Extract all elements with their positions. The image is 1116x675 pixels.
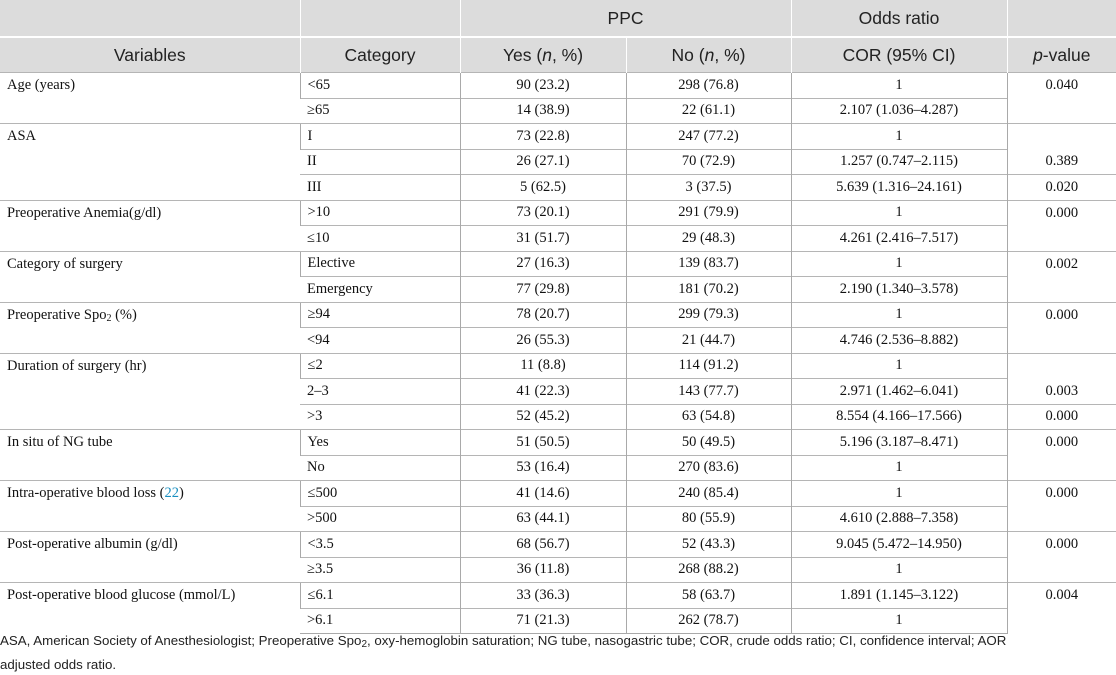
table-row	[0, 481, 1116, 507]
cor-cell: 4.746 (2.536–8.882)	[791, 328, 1007, 354]
no-cell: 22 (61.1)	[626, 98, 791, 124]
table-row	[0, 532, 1116, 558]
category-cell: ≤2	[300, 353, 460, 379]
p-value-cell	[1007, 124, 1116, 150]
category-cell: ≥94	[300, 302, 460, 328]
header-empty	[1007, 0, 1116, 37]
variable-cell: Duration of surgery (hr)	[0, 353, 300, 430]
category-cell: ≥65	[300, 98, 460, 124]
p-value-cell	[1007, 353, 1116, 379]
yes-cell: 41 (14.6)	[460, 481, 626, 507]
no-cell: 52 (43.3)	[626, 532, 791, 558]
category-cell: <3.5	[300, 532, 460, 558]
p-value-cell: 0.000	[1007, 404, 1116, 430]
variable-cell: Category of surgery	[0, 251, 300, 302]
yes-cell: 53 (16.4)	[460, 455, 626, 481]
table-row	[0, 353, 1116, 379]
table-row	[0, 73, 1116, 99]
yes-cell: 27 (16.3)	[460, 251, 626, 277]
no-cell: 247 (77.2)	[626, 124, 791, 150]
cor-cell: 4.610 (2.888–7.358)	[791, 506, 1007, 532]
p-value-cell: 0.004	[1007, 583, 1116, 634]
cor-cell: 2.971 (1.462–6.041)	[791, 379, 1007, 405]
yes-cell: 14 (38.9)	[460, 98, 626, 124]
no-cell: 139 (83.7)	[626, 251, 791, 277]
no-cell: 299 (79.3)	[626, 302, 791, 328]
reference-link[interactable]: 22	[164, 485, 179, 501]
cor-cell: 1	[791, 302, 1007, 328]
header-odds-ratio: Odds ratio	[791, 0, 1007, 37]
no-cell: 58 (63.7)	[626, 583, 791, 609]
p-value-cell: 0.389	[1007, 149, 1116, 175]
category-cell: Elective	[300, 251, 460, 277]
header-ppc: PPC	[460, 0, 791, 37]
header-category: Category	[300, 37, 460, 73]
cor-cell: 9.045 (5.472–14.950)	[791, 532, 1007, 558]
yes-cell: 90 (23.2)	[460, 73, 626, 99]
variable-cell: Preoperative Spo$_2$ (%)	[0, 302, 300, 353]
cor-cell: 1	[791, 200, 1007, 226]
header-no: No (n, %)	[626, 37, 791, 73]
no-cell: 114 (91.2)	[626, 353, 791, 379]
p-value-cell: 0.000	[1007, 200, 1116, 251]
cor-cell: 1	[791, 251, 1007, 277]
no-cell: 80 (55.9)	[626, 506, 791, 532]
category-cell: II	[300, 149, 460, 175]
yes-cell: 52 (45.2)	[460, 404, 626, 430]
category-cell: No	[300, 455, 460, 481]
category-cell: >10	[300, 200, 460, 226]
no-cell: 50 (49.5)	[626, 430, 791, 456]
category-cell: >3	[300, 404, 460, 430]
variable-cell: Age (years)	[0, 73, 300, 124]
category-cell: ≤6.1	[300, 583, 460, 609]
p-value-cell: 0.000	[1007, 302, 1116, 353]
no-cell: 21 (44.7)	[626, 328, 791, 354]
no-cell: 181 (70.2)	[626, 277, 791, 303]
table-row	[0, 200, 1116, 226]
table-row	[0, 430, 1116, 456]
no-cell: 63 (54.8)	[626, 404, 791, 430]
header-yes: Yes (n, %)	[460, 37, 626, 73]
table-row	[0, 124, 1116, 150]
no-cell: 240 (85.4)	[626, 481, 791, 507]
category-cell: 2–3	[300, 379, 460, 405]
table-footnote	[0, 631, 1116, 675]
p-value-cell: 0.003	[1007, 379, 1116, 405]
yes-cell: 73 (20.1)	[460, 200, 626, 226]
header-variables: Variables	[0, 37, 300, 73]
p-value-cell: 0.000	[1007, 430, 1116, 481]
category-cell: ≥3.5	[300, 557, 460, 583]
cor-cell: 1	[791, 481, 1007, 507]
footnote-line-1: ASA, American Society of Anesthesiologist; Preoperative Spo$_2$, oxy-hemoglobin saturation; NG tube, nasogastric tube; COR, crude odds ratio; CI, confidence interval; AOR	[0, 633, 1007, 650]
no-cell: 262 (78.7)	[626, 608, 791, 634]
cor-cell: 1	[791, 124, 1007, 150]
cor-cell: 1.891 (1.145–3.122)	[791, 583, 1007, 609]
yes-cell: 5 (62.5)	[460, 175, 626, 201]
yes-cell: 71 (21.3)	[460, 608, 626, 634]
no-cell: 70 (72.9)	[626, 149, 791, 175]
yes-cell: 26 (27.1)	[460, 149, 626, 175]
category-cell: Yes	[300, 430, 460, 456]
header-empty	[300, 0, 460, 37]
cor-cell: 4.261 (2.416–7.517)	[791, 226, 1007, 252]
no-cell: 268 (88.2)	[626, 557, 791, 583]
variable-cell: Post-operative albumin (g/dl)	[0, 532, 300, 583]
category-cell: ≤10	[300, 226, 460, 252]
category-cell: Emergency	[300, 277, 460, 303]
variable-cell: In situ of NG tube	[0, 430, 300, 481]
yes-cell: 68 (56.7)	[460, 532, 626, 558]
yes-cell: 77 (29.8)	[460, 277, 626, 303]
table-row	[0, 302, 1116, 328]
yes-cell: 51 (50.5)	[460, 430, 626, 456]
table-row	[0, 251, 1116, 277]
yes-cell: 36 (11.8)	[460, 557, 626, 583]
no-cell: 29 (48.3)	[626, 226, 791, 252]
category-cell: ≤500	[300, 481, 460, 507]
variable-cell: ASA	[0, 124, 300, 201]
header-p-value: p-value	[1007, 37, 1116, 73]
yes-cell: 31 (51.7)	[460, 226, 626, 252]
no-cell: 3 (37.5)	[626, 175, 791, 201]
variable-cell: Preoperative Anemia(g/dl)	[0, 200, 300, 251]
cor-cell: 8.554 (4.166–17.566)	[791, 404, 1007, 430]
yes-cell: 78 (20.7)	[460, 302, 626, 328]
header-cor: COR (95% CI)	[791, 37, 1007, 73]
header-row-groups	[0, 0, 1116, 37]
category-cell: III	[300, 175, 460, 201]
no-cell: 143 (77.7)	[626, 379, 791, 405]
category-cell: >500	[300, 506, 460, 532]
cor-cell: 2.190 (1.340–3.578)	[791, 277, 1007, 303]
cor-cell: 1	[791, 73, 1007, 99]
p-value-cell: 0.040	[1007, 73, 1116, 124]
cor-cell: 1.257 (0.747–2.115)	[791, 149, 1007, 175]
header-row-columns	[0, 37, 1116, 73]
yes-cell: 26 (55.3)	[460, 328, 626, 354]
p-value-cell: 0.002	[1007, 251, 1116, 302]
yes-cell: 41 (22.3)	[460, 379, 626, 405]
category-cell: >6.1	[300, 608, 460, 634]
yes-cell: 33 (36.3)	[460, 583, 626, 609]
header-empty	[0, 0, 300, 37]
cor-cell: 5.639 (1.316–24.161)	[791, 175, 1007, 201]
category-cell: <94	[300, 328, 460, 354]
cor-cell: 1	[791, 455, 1007, 481]
category-cell: <65	[300, 73, 460, 99]
yes-cell: 11 (8.8)	[460, 353, 626, 379]
yes-cell: 73 (22.8)	[460, 124, 626, 150]
yes-cell: 63 (44.1)	[460, 506, 626, 532]
variable-cell: Intra-operative blood loss (22)	[0, 481, 300, 532]
category-cell: I	[300, 124, 460, 150]
p-value-cell: 0.000	[1007, 481, 1116, 532]
cor-cell: 1	[791, 608, 1007, 634]
cor-cell: 1	[791, 557, 1007, 583]
cor-cell: 2.107 (1.036–4.287)	[791, 98, 1007, 124]
no-cell: 291 (79.9)	[626, 200, 791, 226]
p-value-cell: 0.000	[1007, 532, 1116, 583]
cor-cell: 5.196 (3.187–8.471)	[791, 430, 1007, 456]
table-row	[0, 583, 1116, 609]
p-value-cell: 0.020	[1007, 175, 1116, 201]
variable-cell: Post-operative blood glucose (mmol/L)	[0, 583, 300, 634]
no-cell: 270 (83.6)	[626, 455, 791, 481]
cor-cell: 1	[791, 353, 1007, 379]
no-cell: 298 (76.8)	[626, 73, 791, 99]
footnote-line-2: adjusted odds ratio.	[0, 657, 117, 672]
